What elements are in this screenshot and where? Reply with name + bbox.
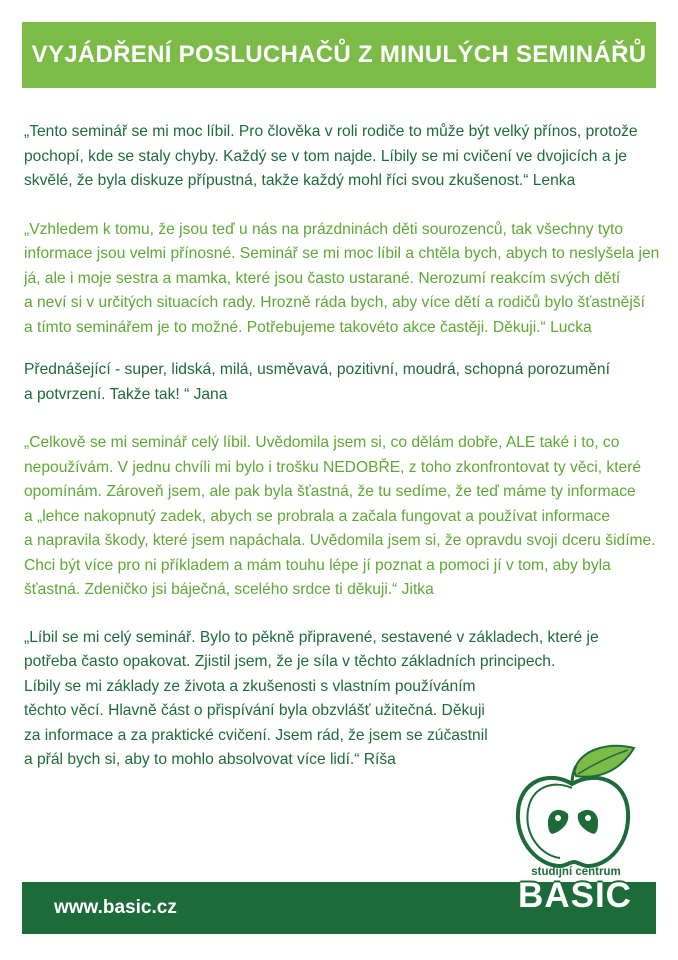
testimonial-jana — [24, 358, 664, 407]
testimonial-line: a potvrzení. Takže tak! “ Jana — [24, 385, 228, 403]
testimonial-line: a neví si v určitých situacích rady. Hrozně ráda bych, aby více dětí a rodičů bylo šťastnější — [24, 294, 645, 311]
testimonial-lenka — [24, 120, 664, 194]
testimonial-line: a „lehce nakopnutý zadek, abych se probrala a začala fungovat a používat informace — [24, 507, 610, 525]
testimonial-line: „Vzhledem k tomu, že jsou teď u nás na prázdninách děti sourozenců, tak všechny tyto — [24, 220, 624, 238]
page-title: VYJÁDŘENÍ POSLUCHAČŮ Z MINULÝCH SEMINÁŘŮ — [22, 22, 656, 88]
testimonial-line: a tímto seminářem je to možné. Potřebujeme takovéto akce častěji. Děkuji.“ Lucka — [24, 318, 592, 336]
testimonial-line: informace jsou velmi přínosné. Seminář se mi moc líbil a chtěla bych, abych to neslyšela jen — [24, 245, 660, 262]
testimonial-line: a přál bych si, aby to mohlo absolvovat více lidí.“ Ríša — [24, 751, 396, 768]
testimonial-line: pochopí, kde se staly chyby. Každý se v tom najde. Líbily se mi cvičení ve dvojicích a je — [24, 147, 627, 165]
testimonial-line: a napravila škody, které jsem napáchala. Uvědomila jsem si, že opravdu svoji dceru šidíme. — [24, 532, 656, 549]
testimonial-line: já, ale i moje sestra a mamka, které jsou často ustarané. Nerozumí reakcím svých dětí — [24, 269, 621, 287]
testimonial-line: potřeba často opakovat. Zjistil jsem, že je síla v těchto základních principech. — [24, 653, 556, 670]
testimonial-line: Chci být více pro ni příkladem a mám touhu lépe jí poznat a pomoci jí v tom, aby byla — [24, 556, 611, 574]
testimonial-line: nepoužívám. V jednu chvíli mi bylo i trošku NEDOBŘE, z toho zkonfrontovat ty věci, které — [24, 458, 642, 476]
testimonial-line: Přednášející - super, lidská, milá, usměvavá, pozitivní, moudrá, schopná porozumění — [24, 361, 610, 378]
testimonials — [24, 120, 664, 797]
logo-subtitle: studijní centrum — [531, 866, 621, 878]
testimonial-line: opomínám. Zároveň jsem, ale pak byla šťastná, že tu sedíme, že teď máme ty informace — [24, 483, 636, 500]
testimonial-line: za informace a za praktické cvičení. Jsem rád, že jsem se zúčastnil — [24, 726, 488, 744]
testimonial-line: skvělé, že byla diskuze přípustná, takže každý mohl říci svou zkušenost.“ Lenka — [24, 172, 576, 189]
testimonial-jitka — [24, 431, 664, 603]
logo-name: BASIC — [518, 876, 632, 915]
website-link[interactable]: www.basic.cz — [54, 897, 177, 918]
testimonial-line: šťastná. Zdeničko jsi báječná, scelého srdce ti děkuji.“ Jitka — [24, 581, 434, 598]
testimonial-line: „Líbil se mi celý seminář. Bylo to pěkně připravené, sestavené v základech, které je — [24, 628, 599, 646]
testimonial-line: Líbily se mi základy ze života a zkušenosti s vlastním používáním — [24, 677, 476, 695]
testimonial-lucka — [24, 218, 664, 341]
testimonial-line: „Celkově se mi seminář celý líbil. Uvědomila jsem si, co dělám dobře, ALE také i to, co — [24, 434, 620, 451]
testimonial-line: těchto věcí. Hlavně část o přispívání byla obzvlášť užitečná. Děkuji — [24, 702, 485, 719]
testimonial-line: „Tento seminář se mi moc líbil. Pro člověka v roli rodiče to může být velký přínos, protože — [24, 123, 638, 140]
